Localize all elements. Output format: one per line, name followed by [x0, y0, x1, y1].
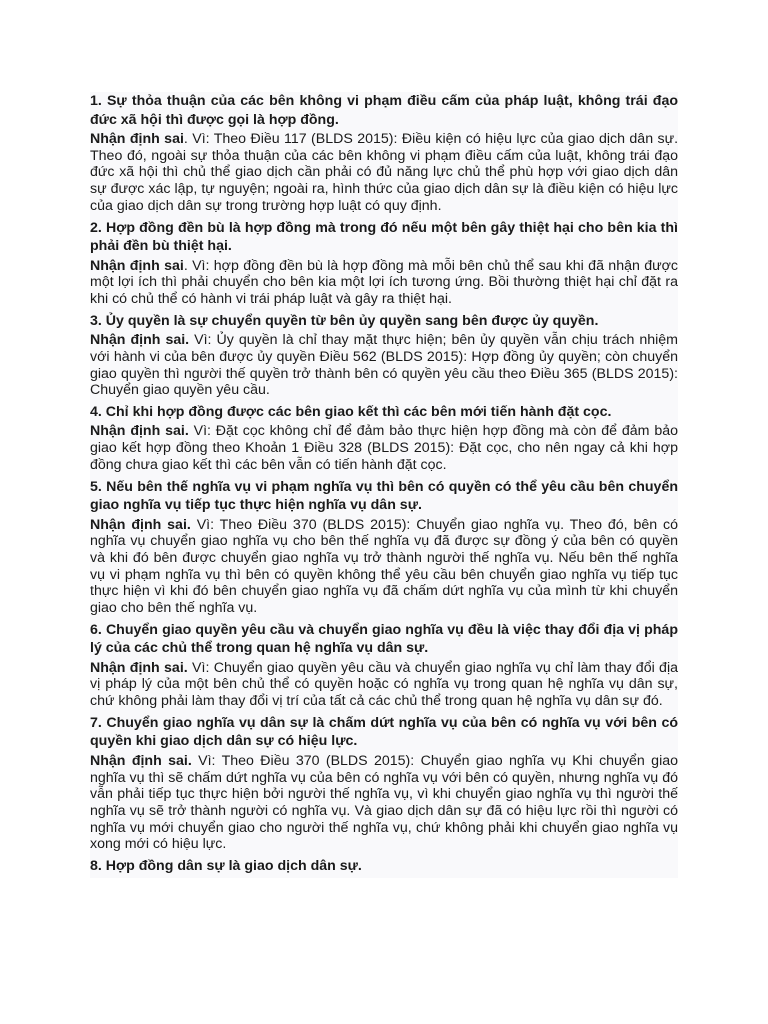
question-6: 6. Chuyển giao quyền yêu cầu và chuyển giao nghĩa vụ đều là việc thay đổi địa vị pháp lý của các chủ thể trong quan hệ nghĩa vụ dân sự. [90, 621, 678, 657]
answer-text-5: Vì: Theo Điều 370 (BLDS 2015): Chuyển giao nghĩa vụ. Theo đó, bên có nghĩa vụ chuyển giao nghĩa vụ cho bên thế nghĩa vụ đã được sự đồng ý của bên có quyền và khi đó bên được chuyển giao nghĩa vụ trở thành người thế nghĩa vụ. Nếu bên thế nghĩa vụ vi phạm nghĩa vụ thì bên có quyền không thể yêu cầu bên chuyển giao nghĩa vụ tiếp tục thực hiện vì khi đó bên chuyển giao nghĩa vụ đã chấm dứt nghĩa vụ của mình từ khi chuyển giao cho bên thế nghĩa vụ. [90, 516, 678, 617]
answer-text-1: . Vì: Theo Điều 117 (BLDS 2015): Điều kiện có hiệu lực của giao dịch dân sự. Theo đó, ngoài sự thỏa thuận của các bên không vi phạm điều cấm của luật, không trái đạo đức xã hội thì chủ thể giao dịch cần phải có đủ năng lực chủ thể phù hợp với giao dịch dân sự được xác lập, tự nguyện; ngoài ra, hình thức của giao dịch dân sự là điều kiện có hiệu lực của giao dịch dân sự trong trường hợp luật có quy định. [90, 131, 679, 214]
answer-6 [90, 660, 678, 710]
answer-text-3: Vì: Ủy quyền là chỉ thay mặt thực hiện; bên ủy quyền vẫn chịu trách nhiệm với hành vi của bên được ủy quyền Điều 562 (BLDS 2015): Hợp đồng ủy quyền; còn chuyển giao quyền thì người thế quyền trở thành bên có quyền yêu cầu theo Điều 365 (BLDS 2015): Chuyển giao quyền yêu cầu. [90, 332, 678, 399]
verdict-5: Nhận định sai. [90, 516, 191, 533]
qa-item-6 [90, 621, 678, 710]
verdict-6: Nhận định sai. [90, 659, 188, 676]
question-2: 2. Hợp đồng đền bù là hợp đồng mà trong đó nếu một bên gây thiệt hại cho bên kia thì phải đền bù thiệt hại. [90, 219, 678, 255]
verdict-4: Nhận định sai. [90, 423, 189, 440]
qa-item-2 [90, 219, 678, 308]
qa-item-1 [90, 92, 678, 215]
qa-item-5 [90, 478, 678, 617]
question-1: 1. Sự thỏa thuận của các bên không vi phạm điều cấm của pháp luật, không trái đạo đức xã hội thì được gọi là hợp đồng. [90, 93, 678, 128]
qa-item-3 [90, 312, 678, 399]
verdict-3: Nhận định sai. [90, 332, 190, 349]
qa-item-7 [90, 714, 678, 853]
answer-1 [90, 131, 678, 215]
qa-item-4 [90, 403, 678, 474]
verdict-7: Nhận định sai. [90, 752, 192, 769]
answer-text-7: Vì: Theo Điều 370 (BLDS 2015): Chuyển giao nghĩa vụ Khi chuyển giao nghĩa vụ thì sẽ chấm dứt nghĩa vụ của bên có nghĩa vụ với bên có quyền, nhưng nghĩa vụ đó vẫn phải tiếp tục thực hiện bởi người thế nghĩa vụ, vì khi chuyển giao nghĩa vụ thì người thế nghĩa vụ sẽ trở thành người có nghĩa vụ. Và giao dịch dân sự đã có hiệu lực rồi thì người có nghĩa vụ mới chuyển giao cho người thế nghĩa vụ, chứ không phải khi chuyển giao nghĩa vụ xong mới có hiệu lực. [90, 752, 678, 853]
answer-3 [90, 332, 678, 399]
question-8: 8. Hợp đồng dân sự là giao dịch dân sự. [90, 858, 362, 875]
answer-2 [90, 258, 678, 308]
question-4: 4. Chỉ khi hợp đồng được các bên giao kết thì các bên mới tiến hành đặt cọc. [90, 403, 612, 420]
document-body [90, 92, 678, 878]
question-7: 7. Chuyển giao nghĩa vụ dân sự là chấm dứt nghĩa vụ của bên có nghĩa vụ với bên có quyền khi giao dịch dân sự có hiệu lực. [90, 714, 678, 750]
qa-item-8 [90, 857, 678, 876]
question-3: 3. Ủy quyền là sự chuyển quyền từ bên ủy quyền sang bên được ủy quyền. [90, 312, 599, 329]
answer-5 [90, 517, 678, 617]
answer-4 [90, 423, 678, 473]
verdict-2: Nhận định sai [90, 257, 184, 274]
question-5: 5. Nếu bên thế nghĩa vụ vi phạm nghĩa vụ thì bên có quyền có thể yêu cầu bên chuyển giao nghĩa vụ tiếp tục thực hiện nghĩa vụ dân sự. [90, 478, 678, 514]
answer-7 [90, 753, 678, 853]
answer-text-6: Vì: Chuyển giao quyền yêu cầu và chuyển giao nghĩa vụ chỉ làm thay đổi địa vị pháp lý của một bên chủ thể có quyền hoặc có nghĩa vụ trong quan hệ nghĩa vụ dân sự, chứ không phải làm thay đổi vị trí của tất cả các chủ thể trong quan hệ nghĩa vụ dân sự đó. [90, 659, 678, 710]
answer-text-4: Vì: Đặt cọc không chỉ để đảm bảo thực hiện hợp đồng mà còn để đảm bảo giao kết hợp đồng theo Khoản 1 Điều 328 (BLDS 2015): Đặt cọc, cho nên ngay cả khi hợp đồng chưa giao kết thì các bên vẫn có tiến hành đặt cọc. [90, 423, 678, 473]
answer-text-2: . Vì: hợp đồng đền bù là hợp đồng mà mỗi bên chủ thể sau khi đã nhận được một lợi ích thì phải chuyển cho bên kia một lợi ích tương ứng. Bồi thường thiệt hại chỉ đặt ra khi có chủ thể có hành vi trái pháp luật và gây ra thiệt hại. [90, 257, 678, 307]
verdict-1: Nhận định sai [90, 131, 184, 147]
